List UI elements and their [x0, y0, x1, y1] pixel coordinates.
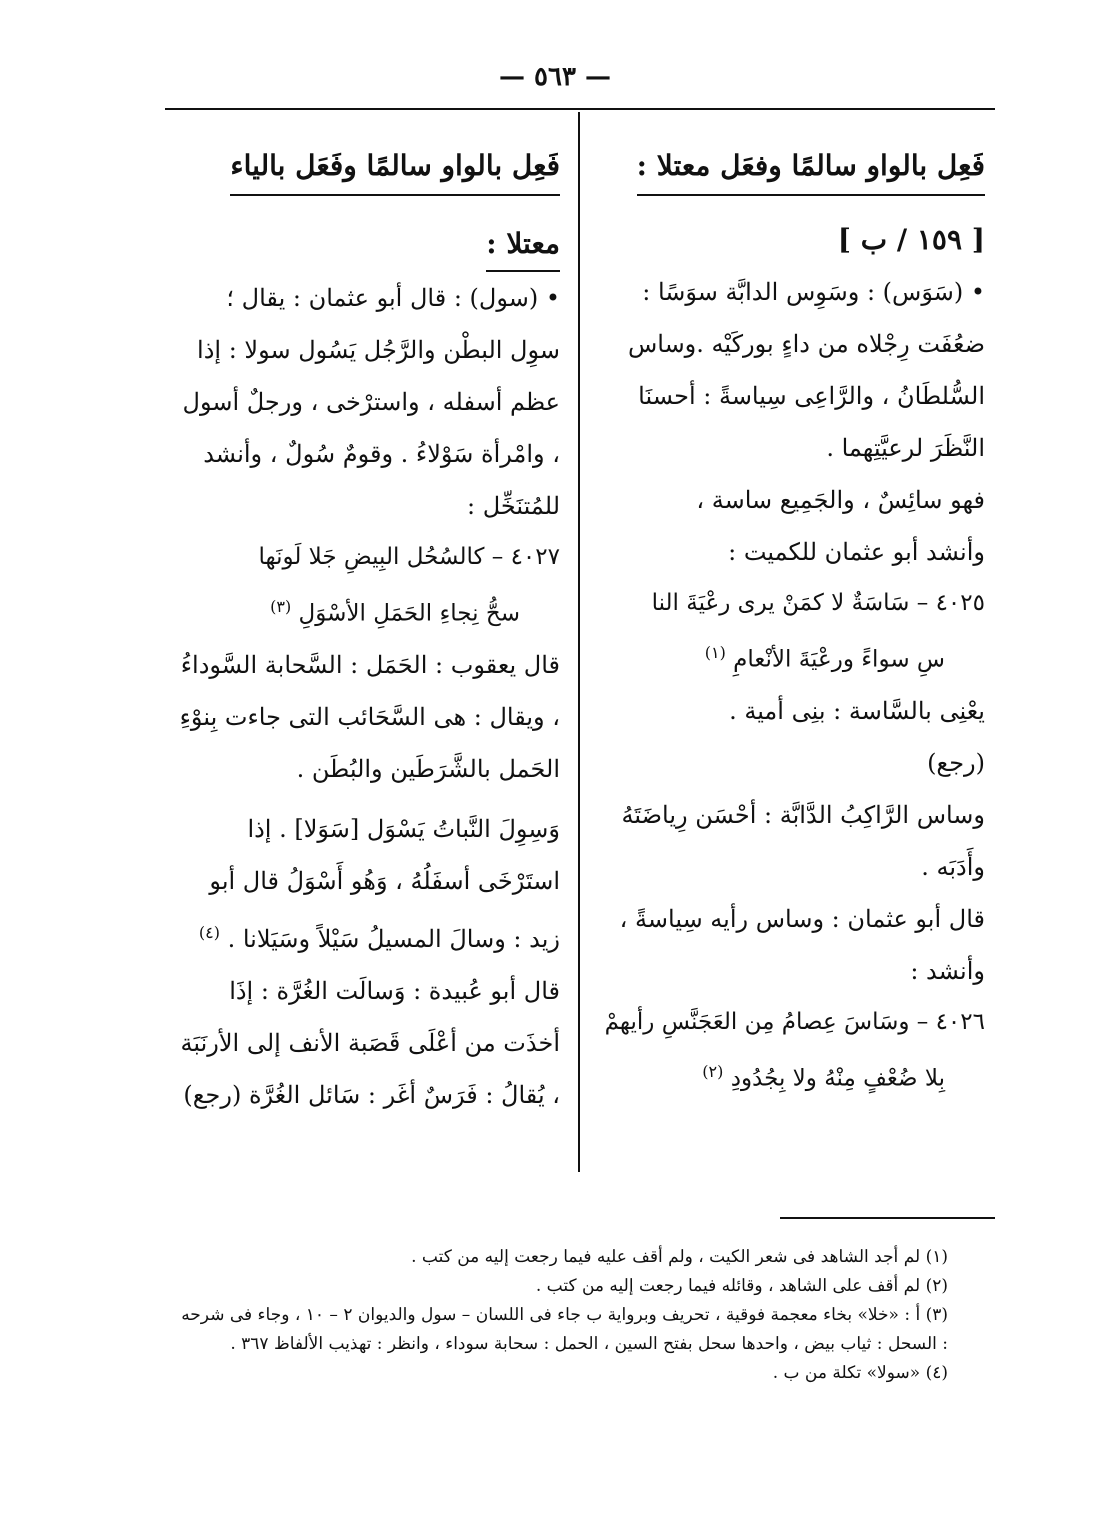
footnote: (٢) لم أقف على الشاهد ، وقائله فيما رجعت إليه من كتب .	[535, 1276, 948, 1296]
verse-line: ٤٠٢٥ – سَاسَةٌ لا كمَنْ يرى رعْيَةَ النا	[651, 590, 985, 616]
entry-paragraph: • (سَوَس) : وسَوِس الدابَّة سوَسًا : ضعُفَت رِجْلاه من داءٍ بوركَيْه .وساس السُّلطَانُ ، والرَّاعِى سِياسةً : أحسنَا النَّظَرَ لرعيَّتِهما .	[627, 278, 985, 462]
entry-paragraph: • (سول) : قال أبو عثمان : يقال ؛ سوِل البطْن والرَّجُل يَسُول سولا : إذا عظم أسفله ، واسترْخى ، ورجلٌ أسول ، وامْرأة سَوْلاءُ . وقومٌ سُولٌ ، وأنشد للمُتنَخِّل :	[182, 284, 560, 520]
entry-paragraph: وساس الرَّاكِبُ الدَّابَّة : أحْسَن رِياضَتَهُ وأَدَبَه .	[621, 800, 985, 881]
footnote-mark: (١)	[704, 643, 726, 662]
footnote: (٣) أ : «خلا» بخاء معجمة فوقية ، تحريف وبرواية ب جاء فى اللسان – سول والديوان ٢ – ١٠ ، وجاء فى شرحه : السحل : ثياب بيض ، واحدها سحل بفتح السين ، الحمل : سحابة سوداء ، وانظر : تهذيب الألفاظ ٣٦٧ .	[181, 1305, 948, 1354]
footnote-mark: (٢)	[702, 1061, 724, 1081]
left-column	[178, 140, 560, 1121]
header-rule	[165, 108, 995, 110]
footnote-mark: (٤)	[198, 922, 220, 942]
footnote: (٤) «سولا» تكلة من ب .	[772, 1363, 948, 1383]
verse-line: سحُّ نِجاءِ الحَمَلِ الأسْوَلِ $^{(٣)}$	[270, 597, 520, 627]
page-number: — ٥٦٣ —	[498, 62, 612, 92]
verse-line: ٤٠٢٦ – وسَاسَ عِصامُ مِن العَجَنَّسِ رأيهمْ	[604, 1008, 985, 1035]
section-heading: فَعِل بالواو سالمًا وفعَل معتلا :	[637, 140, 985, 196]
section-heading: فَعِل بالواو سالمًا وفَعَل بالياء	[230, 140, 560, 196]
footnote: (١) لم أجد الشاهد فى شعر الكيت ، ولم أقف عليه فيما رجعت إليه من كتب .	[411, 1247, 948, 1267]
verse-line: سِ سواءً ورعْيَةَ الأنْعامِ $^{(١)}$	[704, 643, 945, 673]
entry-paragraph: فهو سائِسٌ ، والجَمِيع ساسة ،	[696, 486, 985, 514]
entry-paragraph: وأنشد أبو عثمان للكميت :	[728, 538, 985, 566]
verse-line: ٤٠٢٧ – كالسُحُل البِيضِ جَلا لَونَها	[258, 544, 560, 570]
right-column	[600, 140, 985, 1103]
verse-line: بِلا ضُعْفٍ مِنْهُ ولا بِجُدُودِ $^{(٢)}$	[702, 1061, 945, 1092]
footnote-mark: (٣)	[270, 597, 292, 616]
entry-paragraph: قال يعقوب : الحَمَل : السَّحابة السَّوداءُ ، ويقال : هى السَّحَائب التى جاءت بِنوْءِ الحَمل بالشَّرَطَين والبُطَن .	[179, 650, 560, 783]
entry-paragraph: قال أبو عُبيدة : وَسالَت الغُرَّة : إذَا أخذَت من أعْلَى قَصَبة الأنف إلى الأرنَبَة ، يُقالُ : فَرَسٌ أغَر : سَائل الغُرَّة (رجع)	[180, 976, 560, 1109]
footnotes	[178, 1243, 948, 1388]
entry-paragraph: قال أبو عثمان : وساس رأيه سِياسةً ، وأنشد :	[619, 904, 985, 985]
section-heading-continued: معتلا :	[486, 218, 560, 272]
manuscript-folio-ref: [ ١٥٩ / ب ]	[837, 223, 985, 256]
footnote-rule	[780, 1217, 995, 1219]
column-divider	[578, 112, 580, 1172]
entry-paragraph: يعْنِى بالسَّاسة : بنِى أمية .	[729, 696, 985, 725]
entry-paragraph: (رجع)	[927, 748, 985, 777]
entry-paragraph: وَسِوِلَ النَّباتُ يَسْوَل [سَوَلا] . إذا استَرْخَى أسفَلُهُ ، وَهُو أَسْوَلُ قال أبو زيد : وسالَ المسيلُ سَيْلاً وسَيَلانا . $^{(٤)}$	[198, 814, 560, 953]
